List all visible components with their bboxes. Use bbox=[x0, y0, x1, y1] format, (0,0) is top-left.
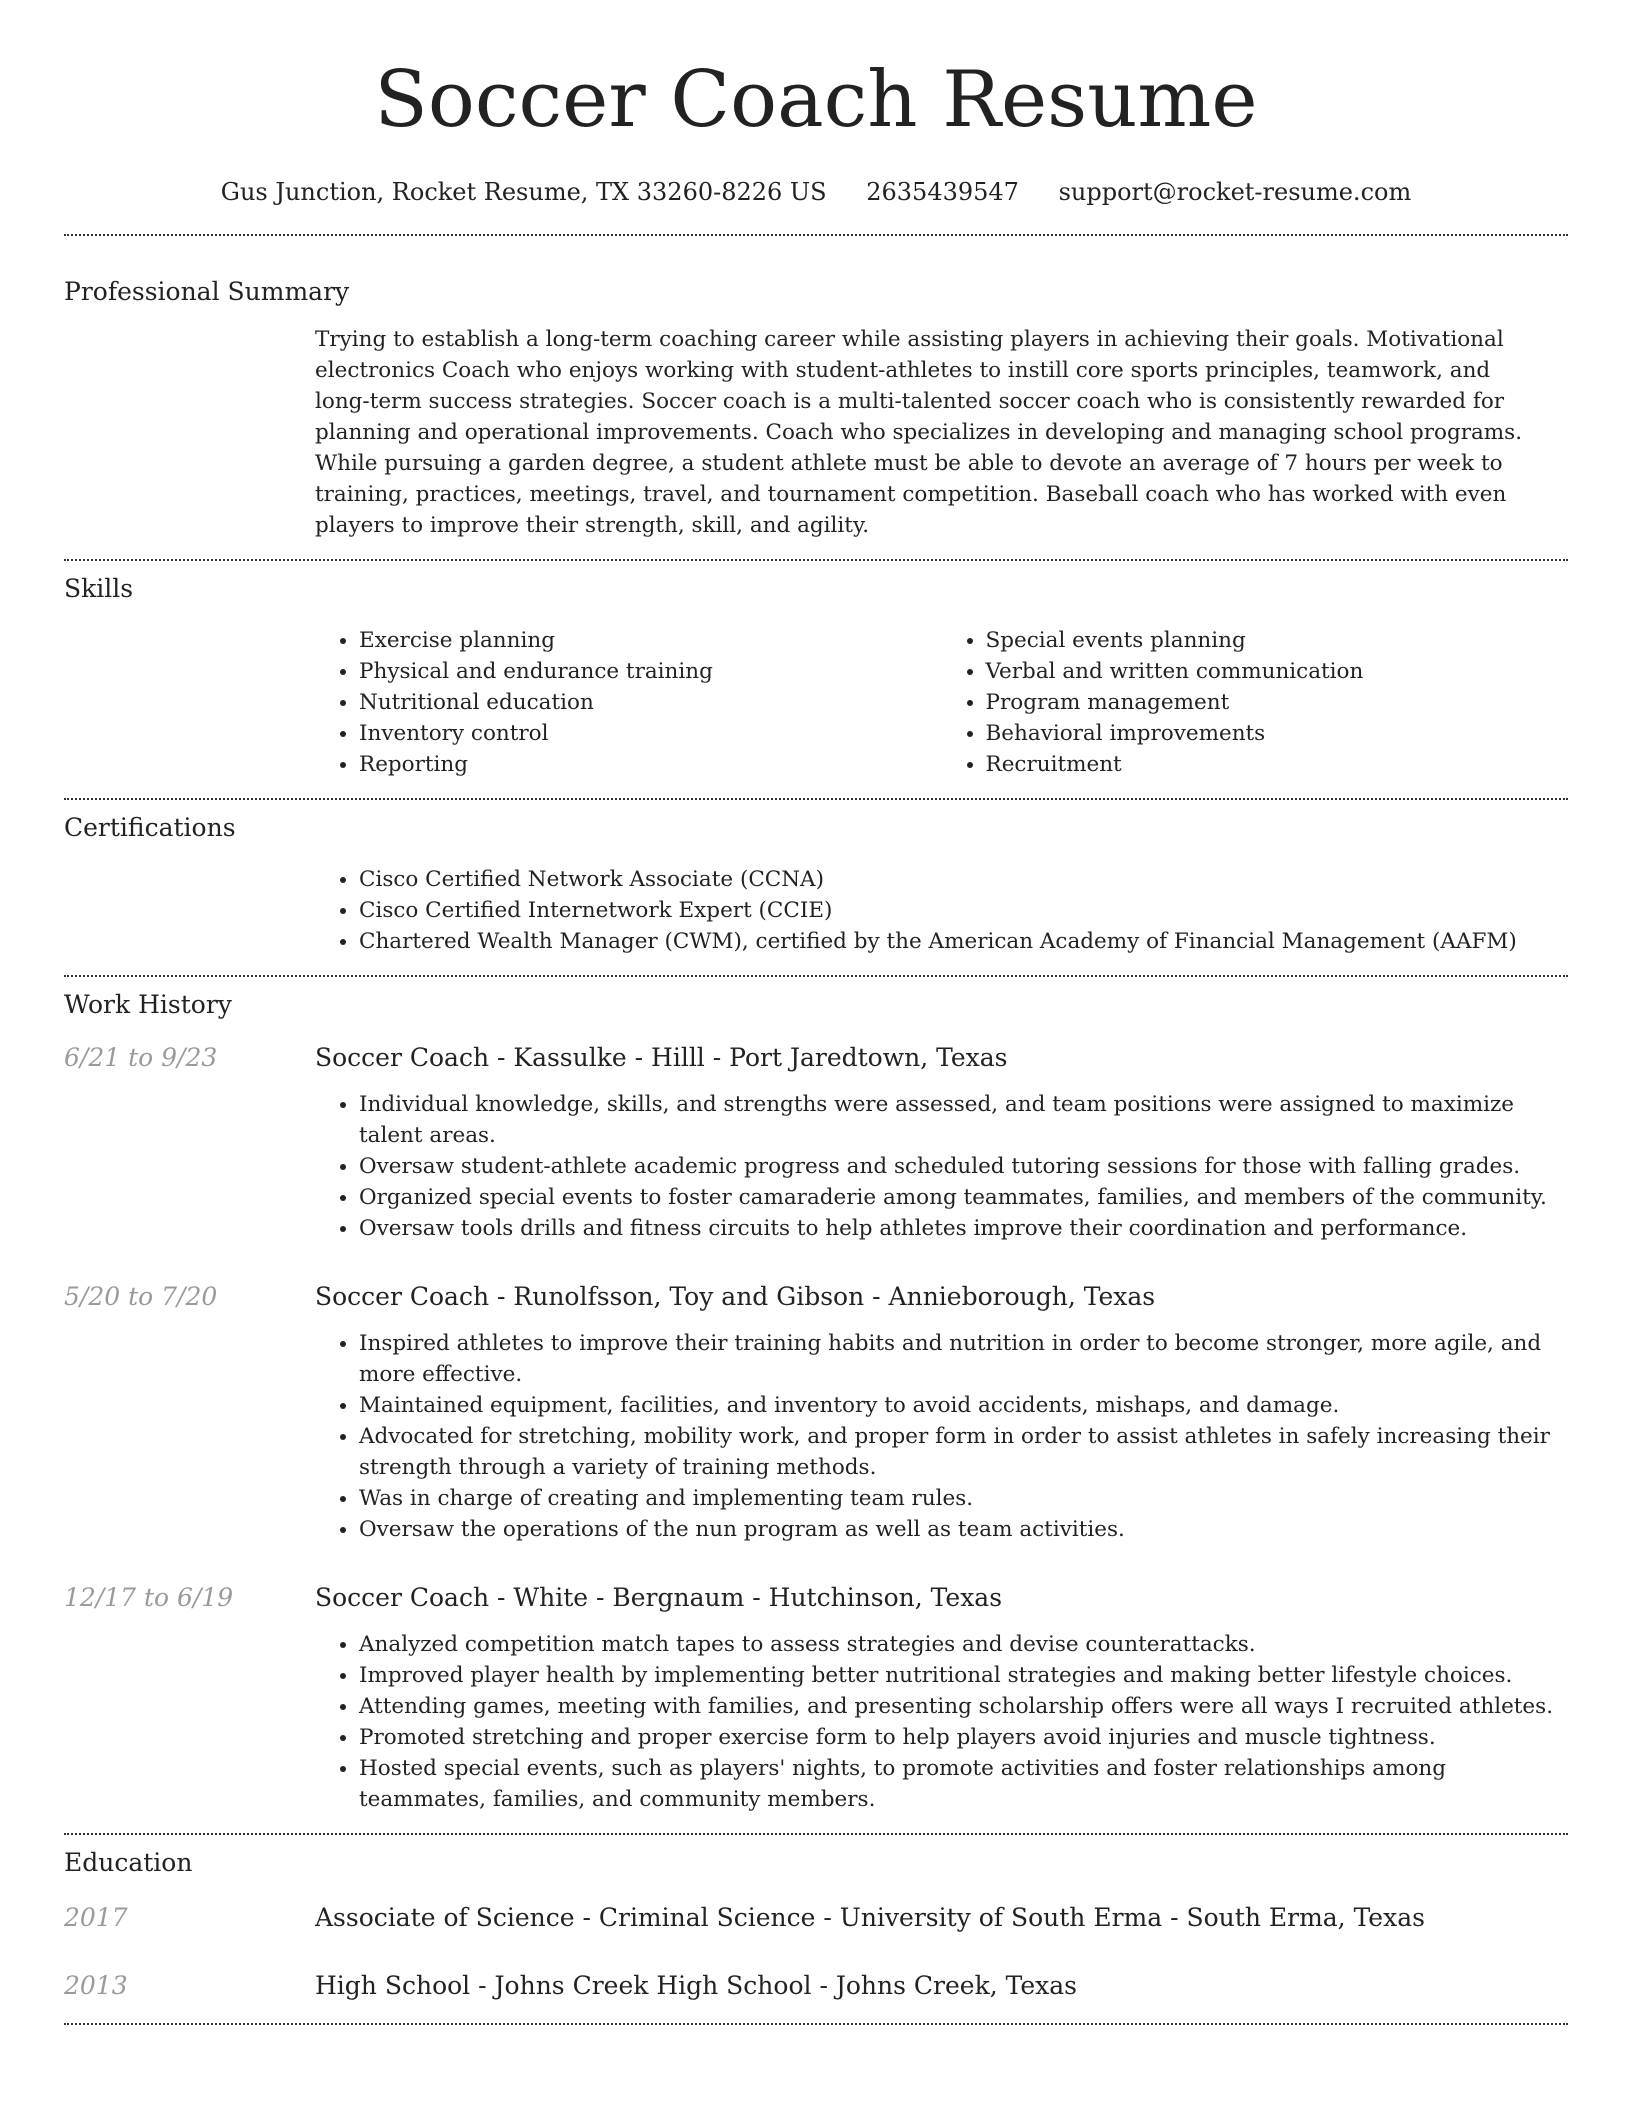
list-item: • Promoted stretching and proper exercise form to help players avoid injuries and muscle tightness. bbox=[359, 1722, 1568, 1753]
list-item: • Attending games, meeting with families, and presenting scholarship offers were all ways I recruited athletes. bbox=[359, 1691, 1568, 1722]
job-bullets bbox=[315, 1089, 1568, 1244]
job-body bbox=[315, 1629, 1568, 1815]
work-section bbox=[64, 989, 1568, 1815]
job-dates: 6/21 to 9/23 bbox=[64, 1043, 218, 1072]
job-title: Soccer Coach - White - Bergnaum - Hutchinson, Texas bbox=[315, 1583, 1003, 1612]
certifications-body bbox=[315, 864, 1568, 957]
list-item: • Exercise planning bbox=[359, 625, 942, 656]
work-heading: Work History bbox=[64, 990, 232, 1019]
list-item: • Chartered Wealth Manager (CWM), certified by the American Academy of Financial Management (AAFM) bbox=[359, 926, 1568, 957]
education-title: Associate of Science - Criminal Science - University of South Erma - South Erma, Texas bbox=[315, 1903, 1425, 1932]
divider bbox=[64, 975, 1568, 977]
divider bbox=[64, 234, 1568, 236]
job-dates: 5/20 to 7/20 bbox=[64, 1282, 218, 1311]
job-header bbox=[64, 1280, 1568, 1314]
summary-section bbox=[64, 276, 1568, 541]
job-bullets bbox=[315, 1629, 1568, 1815]
job-title: Soccer Coach - Runolfsson, Toy and Gibson - Annieborough, Texas bbox=[315, 1282, 1156, 1311]
resume-title: Soccer Coach Resume bbox=[374, 55, 1258, 145]
list-item: • Oversaw tools drills and fitness circuits to help athletes improve their coordination and performance. bbox=[359, 1213, 1568, 1244]
list-item: • Cisco Certified Internetwork Expert (CCIE) bbox=[359, 895, 1568, 926]
list-item: • Maintained equipment, facilities, and inventory to avoid accidents, mishaps, and damage. bbox=[359, 1390, 1568, 1421]
divider bbox=[64, 1833, 1568, 1835]
list-item: • Behavioral improvements bbox=[986, 718, 1569, 749]
contact-address: Gus Junction, Rocket Resume, TX 33260-8226 US bbox=[220, 178, 827, 206]
job-header bbox=[64, 1581, 1568, 1615]
skills-columns bbox=[315, 625, 1568, 780]
list-item: • Inspired athletes to improve their training habits and nutrition in order to become stronger, more agile, and more effective. bbox=[359, 1328, 1568, 1390]
job-bullets bbox=[315, 1328, 1568, 1545]
list-item: • Advocated for stretching, mobility work, and proper form in order to assist athletes in safely increasing their strength through a variety of training methods. bbox=[359, 1421, 1568, 1483]
skills-list-left bbox=[315, 625, 942, 780]
list-item: • Special events planning bbox=[986, 625, 1569, 656]
job-entry bbox=[64, 1041, 1568, 1244]
list-item: • Physical and endurance training bbox=[359, 656, 942, 687]
contact-phone: 2635439547 bbox=[866, 178, 1019, 206]
list-item: • Organized special events to foster camaraderie among teammates, families, and members of the community. bbox=[359, 1182, 1568, 1213]
divider bbox=[64, 2023, 1568, 2025]
list-item: • Program management bbox=[986, 687, 1569, 718]
education-section bbox=[64, 1847, 1568, 2003]
contact-line bbox=[64, 176, 1568, 208]
job-entry bbox=[64, 1581, 1568, 1815]
list-item: • Inventory control bbox=[359, 718, 942, 749]
education-year: 2017 bbox=[64, 1903, 128, 1932]
list-item: • Recruitment bbox=[986, 749, 1569, 780]
list-item: • Reporting bbox=[359, 749, 942, 780]
list-item: • Cisco Certified Network Associate (CCNA) bbox=[359, 864, 1568, 895]
list-item: • Improved player health by implementing better nutritional strategies and making better lifestyle choices. bbox=[359, 1660, 1568, 1691]
skills-list-right bbox=[942, 625, 1569, 780]
job-title: Soccer Coach - Kassulke - Hilll - Port Jaredtown, Texas bbox=[315, 1043, 1008, 1072]
education-entry bbox=[64, 1901, 1568, 1935]
list-item: • Nutritional education bbox=[359, 687, 942, 718]
job-body bbox=[315, 1328, 1568, 1545]
summary-text: Trying to establish a long-term coaching career while assisting players in achieving their goals. Motivational electronics Coach who enjoys working with student-athletes to instill core sports principles, teamwork, and long-term success strategies. Soccer coach is a multi-talented soccer coach who is consistently rewarded for planning and operational improvements. Coach who specializes in developing and managing school programs. While pursuing a garden degree, a student athlete must be able to devote an average of 7 hours per week to training, practices, meetings, travel, and tournament competition. Baseball coach who has worked with even players to improve their strength, skill, and agility. bbox=[315, 327, 1523, 538]
job-entry bbox=[64, 1280, 1568, 1545]
skills-heading: Skills bbox=[64, 574, 134, 603]
list-item: • Was in charge of creating and implementing team rules. bbox=[359, 1483, 1568, 1514]
list-item: • Hosted special events, such as players' nights, to promote activities and foster relationships among teammates, families, and community members. bbox=[359, 1753, 1568, 1815]
divider bbox=[64, 798, 1568, 800]
certifications-list bbox=[315, 864, 1568, 957]
education-heading: Education bbox=[64, 1848, 193, 1877]
certifications-section bbox=[64, 812, 1568, 957]
divider bbox=[64, 559, 1568, 561]
list-item: • Verbal and written communication bbox=[986, 656, 1569, 687]
skills-section bbox=[64, 573, 1568, 780]
job-header bbox=[64, 1041, 1568, 1075]
education-title: High School - Johns Creek High School - Johns Creek, Texas bbox=[315, 1971, 1077, 2000]
job-body bbox=[315, 1089, 1568, 1244]
list-item: • Oversaw student-athlete academic progress and scheduled tutoring sessions for those with falling grades. bbox=[359, 1151, 1568, 1182]
list-item: • Oversaw the operations of the nun program as well as team activities. bbox=[359, 1514, 1568, 1545]
list-item: • Analyzed competition match tapes to assess strategies and devise counterattacks. bbox=[359, 1629, 1568, 1660]
list-item: • Individual knowledge, skills, and strengths were assessed, and team positions were assigned to maximize talent areas. bbox=[359, 1089, 1568, 1151]
certifications-heading: Certifications bbox=[64, 813, 236, 842]
education-entry bbox=[64, 1969, 1568, 2003]
education-year: 2013 bbox=[64, 1971, 128, 2000]
contact-email: support@rocket-resume.com bbox=[1058, 178, 1412, 206]
summary-heading: Professional Summary bbox=[64, 277, 350, 306]
job-dates: 12/17 to 6/19 bbox=[64, 1583, 234, 1612]
